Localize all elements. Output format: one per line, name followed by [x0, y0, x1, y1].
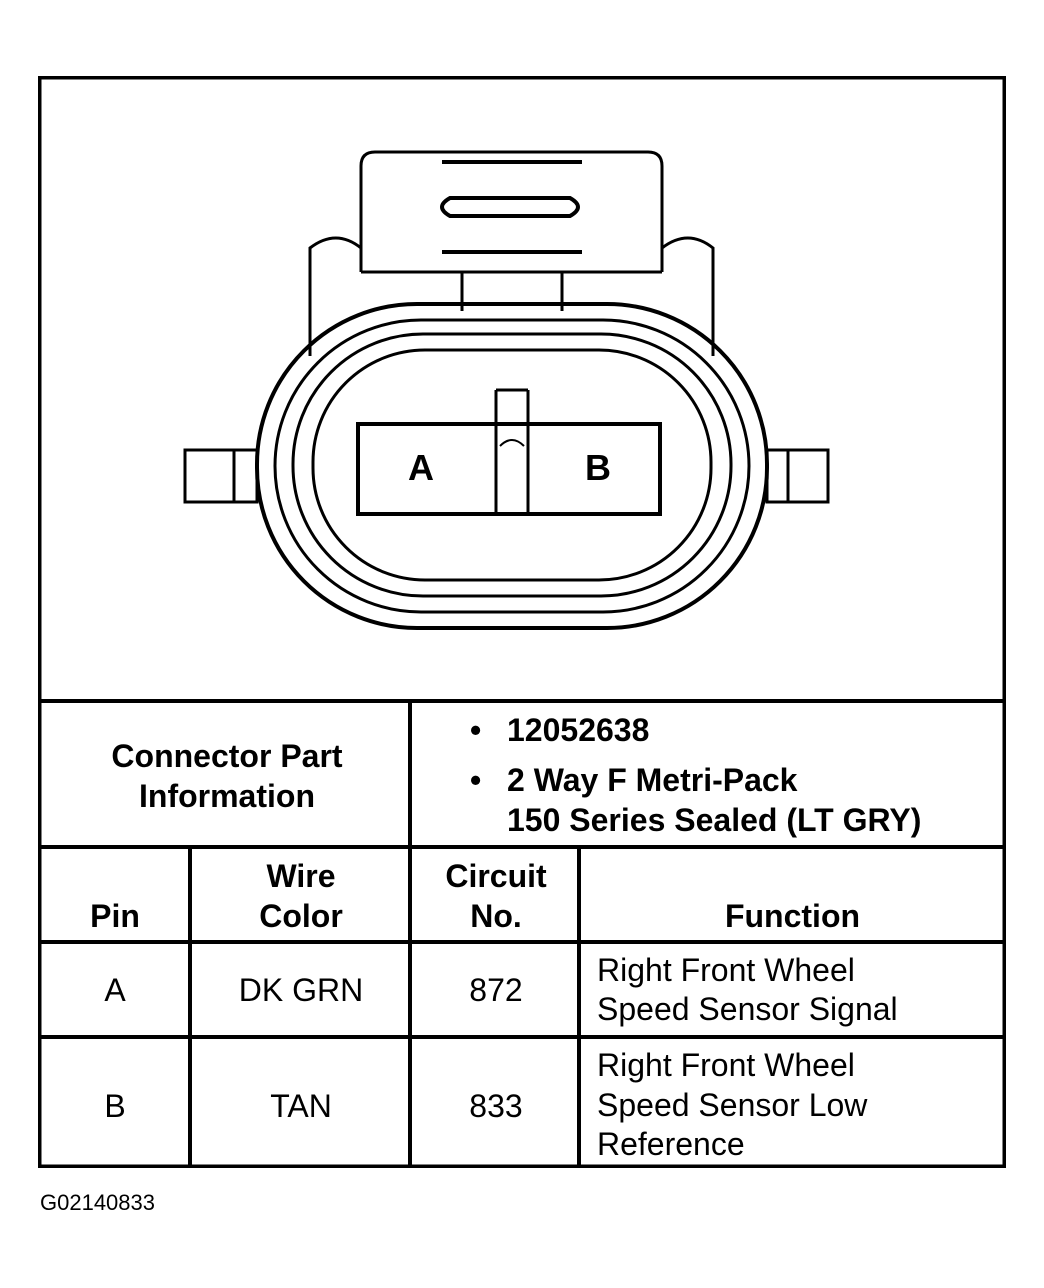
- connector-face-drawing: [185, 152, 828, 628]
- part-desc-line1: 2 Way F Metri-Pack: [507, 762, 798, 798]
- part-number: 12052638: [507, 712, 650, 748]
- pin-label-a: A: [408, 447, 434, 488]
- header-circuit-line2: No.: [470, 898, 522, 934]
- row-a-function-line1: Right Front Wheel: [597, 952, 855, 988]
- row-b-wire-color: TAN: [270, 1088, 332, 1124]
- row-b-pin: B: [104, 1088, 126, 1124]
- row-b-function-line2: Speed Sensor Low: [597, 1087, 868, 1123]
- header-function: Function: [724, 898, 861, 934]
- part-desc-bullet: •: [470, 762, 482, 798]
- header-circuit-line1: Circuit: [445, 858, 547, 894]
- header-wire-color-line2: Color: [259, 898, 343, 934]
- part-desc-line2: 150 Series Sealed (LT GRY): [507, 802, 922, 838]
- figure-id: G02140833: [40, 1190, 155, 1215]
- row-a-circuit: 872: [469, 972, 523, 1008]
- pin-label-b: B: [585, 447, 611, 488]
- header-pin: Pin: [90, 898, 140, 934]
- row-b-function-line3: Reference: [597, 1126, 745, 1162]
- row-b-function-line1: Right Front Wheel: [597, 1047, 855, 1083]
- row-a-wire-color: DK GRN: [238, 972, 364, 1008]
- part-info-label-line2: Information: [139, 778, 315, 814]
- part-info-label-line1: Connector Part: [111, 738, 343, 774]
- header-wire-color-line1: Wire: [266, 858, 336, 894]
- row-a-pin: A: [104, 972, 126, 1008]
- part-number-bullet: •: [470, 712, 482, 748]
- row-a-function-line2: Speed Sensor Signal: [597, 991, 898, 1027]
- row-b-circuit: 833: [469, 1088, 523, 1124]
